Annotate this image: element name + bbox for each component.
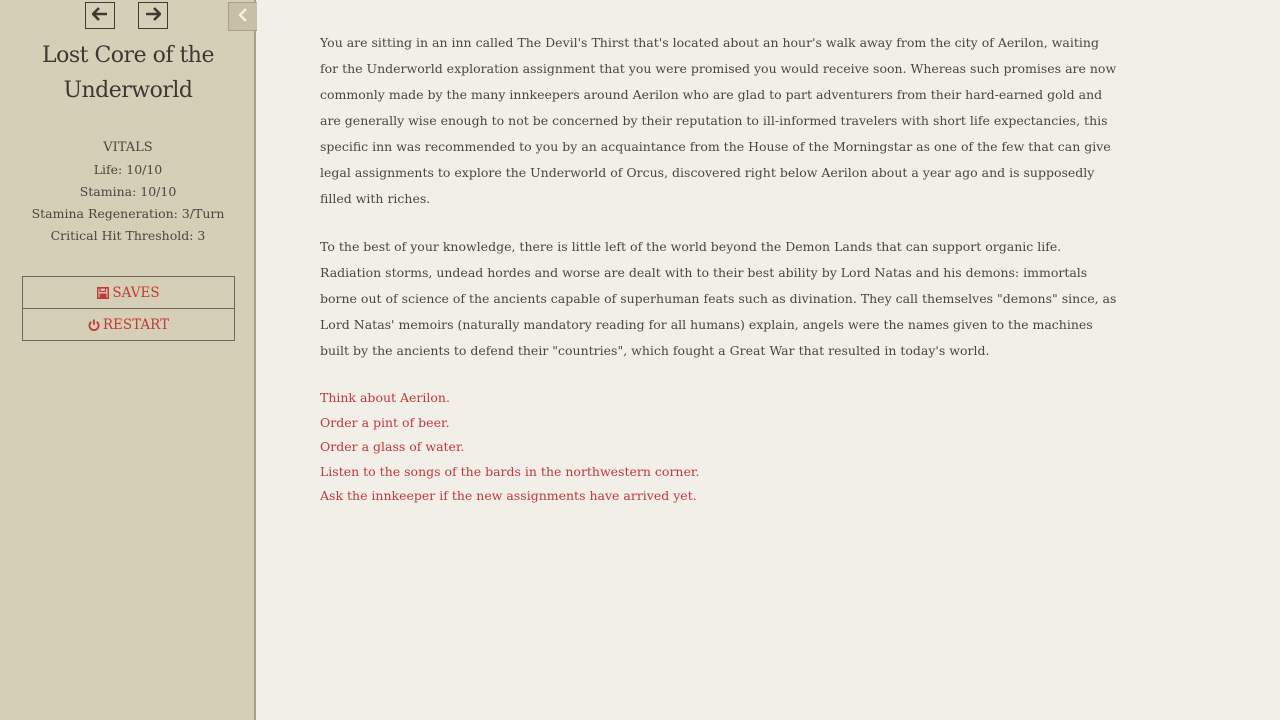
floppy-disk-icon xyxy=(97,287,109,299)
back-button[interactable] xyxy=(85,2,115,29)
restart-button[interactable] xyxy=(23,308,234,340)
forward-button[interactable] xyxy=(138,2,168,29)
sidebar xyxy=(0,0,256,720)
vitals-panel xyxy=(0,137,256,247)
chevron-left-icon xyxy=(238,6,248,27)
choice-think-about-aerilon[interactable]: Think about Aerilon. xyxy=(320,390,450,405)
story-passage xyxy=(320,30,1120,509)
vital-stamina-regeneration: Stamina Regeneration: 3/Turn xyxy=(31,206,225,221)
restart-label: RESTART xyxy=(102,316,170,333)
choice-order-water[interactable]: Order a glass of water. xyxy=(320,439,465,454)
arrow-left-icon xyxy=(92,6,108,26)
story-title-line1: Lost Core of the xyxy=(42,43,214,68)
passage-paragraph: You are sitting in an inn called The Devil's Thirst that's located about an hour's walk away from the city of Aerilon, waiting for the Underworld exploration assignment that you were promised you would receive soon. Whereas such promises are now commonly made by the many innkeepers around Aerilon who are glad to part adventurers from their hard-earned gold and are generally wise enough to not be concerned by their reputation to ill-informed travelers with short life expectancies, this specific inn was recommended to you by an acquaintance from the House of the Morningstar as one of the few that can give legal assignments to explore the Underworld of Orcus, discovered right below Aerilon about a year ago and is supposedly filled with riches. xyxy=(320,35,1117,206)
vital-stamina: Stamina: 10/10 xyxy=(79,184,177,199)
saves-label: SAVES xyxy=(112,284,160,301)
saves-button[interactable] xyxy=(23,277,234,308)
power-icon xyxy=(88,319,100,331)
vital-critical-hit-threshold: Critical Hit Threshold: 3 xyxy=(50,228,206,243)
choice-order-beer[interactable]: Order a pint of beer. xyxy=(320,414,450,430)
story-title xyxy=(0,38,256,108)
choice-list xyxy=(320,386,1120,509)
vital-life: Life: 10/10 xyxy=(93,162,163,177)
sidebar-collapse-button[interactable] xyxy=(228,2,257,31)
arrow-right-icon xyxy=(145,6,161,26)
choice-ask-innkeeper[interactable]: Ask the innkeeper if the new assignments have arrived yet. xyxy=(320,488,697,503)
passage-paragraph: To the best of your knowledge, there is little left of the world beyond the Demon Lands that can support organic life. Radiation storms, undead hordes and worse are dealt with to their best ability by Lord Natas and his demons: immortals borne out of science of the ancients capable of superhuman feats such as divination. They call themselves "demons" since, as Lord Natas' memoirs (naturally mandatory reading for all humans) explain, angels were the names given to the machines built by the ancients to defend their "countries", which fought a Great War that resulted in today's world. xyxy=(320,239,1117,358)
story-title-line2: Underworld xyxy=(63,78,193,103)
sidebar-menu xyxy=(22,276,235,341)
choice-listen-to-bards[interactable]: Listen to the songs of the bards in the northwestern corner. xyxy=(320,463,700,479)
vitals-heading: VITALS xyxy=(103,140,153,155)
